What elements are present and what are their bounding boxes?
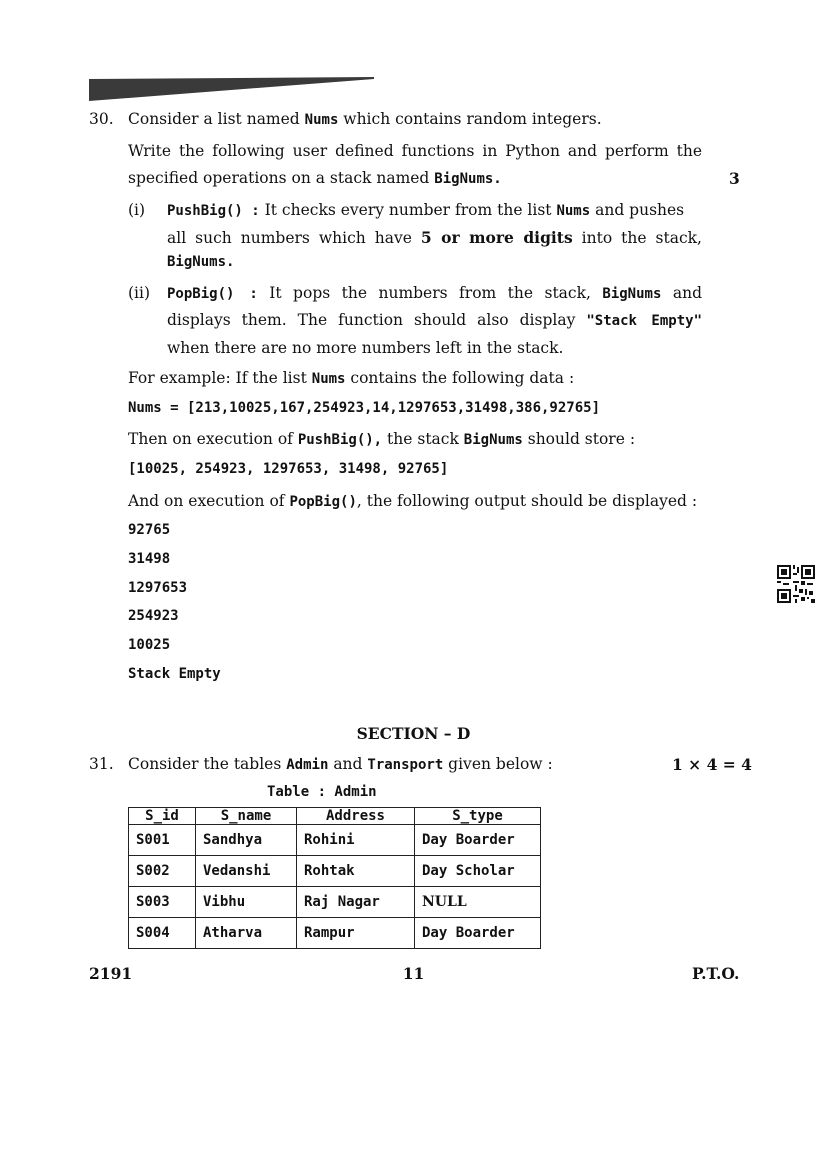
table-cell: Day Scholar [415,856,541,887]
q31-number: 31. [89,755,114,773]
table-cell: Sandhya [196,825,297,856]
q30-and-line: And on execution of PopBig(), the following output should be displayed : [128,492,698,510]
output-line: 254923 [128,608,179,624]
q31-intro: Consider the tables Admin and Transport given below : [128,755,553,773]
table-cell: Atharva [196,918,297,949]
table-row [129,856,541,887]
output-line: Stack Empty [128,666,221,682]
table-cell: NULL [415,887,541,918]
admin-table [128,807,541,949]
table-header-row [129,808,541,825]
table-cell: Vibhu [196,887,297,918]
q30-item1-line3: BigNums. [167,254,235,270]
table-title: Table : Admin [267,784,377,800]
q30-nums-list: Nums = [213,10025,167,254923,14,1297653,31498,386,92765] [128,400,601,416]
q30-marks: 3 [729,169,740,188]
q31-marks: 1 × 4 = 4 [672,755,752,774]
table-cell: S001 [129,825,196,856]
table-cell: Vedanshi [196,856,297,887]
table-cell: Rampur [297,918,415,949]
table-row [129,887,541,918]
table-row [129,918,541,949]
header-bar [89,76,374,102]
output-line: 1297653 [128,580,188,596]
output-line: 10025 [128,637,171,653]
q30-item2-number: (ii) [128,284,151,302]
q30-example-intro: For example: If the list Nums contains the following data : [128,369,575,387]
q30-intro: Consider a list named Nums which contains random integers. [128,110,602,128]
table-cell: Rohini [297,825,415,856]
footer-paper-code: 2191 [89,964,133,983]
column-header: S_type [415,808,541,825]
table-cell: Raj Nagar [297,887,415,918]
footer-pto: P.T.O. [692,964,740,983]
table-cell: S004 [129,918,196,949]
q30-item2-line2: displays them. The function should also display "Stack Empty" [167,311,703,329]
q30-item2-line3: when there are no more numbers left in the stack. [167,339,564,357]
table-row [129,825,541,856]
q30-para-line2: specified operations on a stack named BigNums. [128,169,502,187]
q30-item1-line1: PushBig() : It checks every number from the list Nums and pushes [167,201,685,219]
output-line: 92765 [128,522,171,538]
q30-item1-line2: all such numbers which have 5 or more digits into the stack, [167,228,702,247]
q30-para-line1: Write the following user defined functions in Python and perform the [128,142,702,160]
column-header: Address [297,808,415,825]
table-cell: S002 [129,856,196,887]
table-cell: S003 [129,887,196,918]
table-cell: Day Boarder [415,825,541,856]
q30-item2-line1: PopBig() : It pops the numbers from the stack, BigNums and [167,284,703,302]
q30-then-line: Then on execution of PushBig(), the stack BigNums should store : [128,430,636,448]
footer-page-number: 11 [402,964,425,983]
q30-number: 30. [89,110,114,128]
table-cell: Day Boarder [415,918,541,949]
column-header: S_name [196,808,297,825]
table-cell: Rohtak [297,856,415,887]
q30-stack-contents: [10025, 254923, 1297653, 31498, 92765] [128,461,449,477]
qr-code-icon [777,565,815,603]
column-header: S_id [129,808,196,825]
section-heading: SECTION – D [356,724,471,743]
output-line: 31498 [128,551,171,567]
q30-item1-number: (i) [128,201,146,219]
